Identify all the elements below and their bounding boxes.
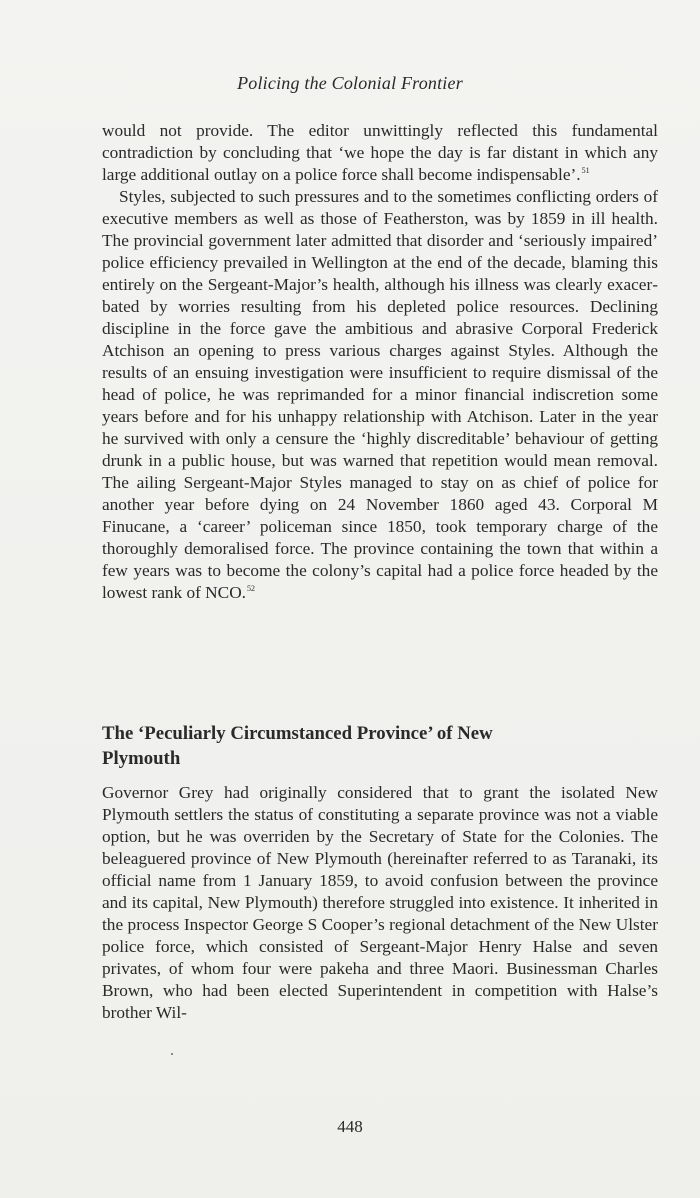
paragraph-3: Governor Grey had originally considered that to grant the isolated New Plymouth settlers the status of constituting a separate province was not a viable option, but he was overriden by the Secretary of State for the Colonies. The beleaguered province of New Plymouth (hereinafter referred to as Taranaki, its official name from 1 January 1859, to avoid confusion between the province and its capital, New Plymouth) therefore struggled into existence. It inherited in the process Inspector George S Cooper’s regional detachment of the New Ulster police force, which consisted of Sergeant-Major Henry Halse and seven privates, of whom four were pakeha and three Maori. Businessman Charles Brown, who had been elected Superintendent in competition with Halse’s brother Wil- xyxy=(102,783,658,1022)
running-head: Policing the Colonial Frontier xyxy=(237,73,463,93)
footnote-ref-51: 51 xyxy=(581,166,590,176)
paragraph-2-text: Styles, subjected to such pressures and to the sometimes conflicting orders of executive members as well as those of Featherston, was by 1859 in ill health. The provincial government later admitted that disorder and ‘seriously impaired’ police efficiency prevailed in Wellington at the end of the decade, blaming this entirely on the Sergeant-Major’s health, although his illness was clearly exacerbated by worries resulting from his depleted police resources. Declining discipline in the force gave the ambitious and abrasive Corporal Frederick Atchison an opening to press various charges against Styles. Although the results of an ensuing investigation were insufficient to require dismissal of the head of police, he was reprimanded for a minor financial indiscretion some years before and for his unhappy relationship with Atchison. Later in the year he survived with only a censure the ‘highly discreditable’ behaviour of getting drunk in a public house, but was warned that repetition would mean removal. The ailing Sergeant-Major Styles managed to stay on as chief of police for another year before dying on 24 November 1860 aged 43. Corporal M Finucane, a ‘career’ policeman since 1850, took temporary charge of the thoroughly demoralised force. The province containing the town that within a few years was to become the colony’s capital had a police force headed by the lowest rank of NCO. xyxy=(102,187,658,602)
text-block-lower xyxy=(102,782,658,1024)
section-heading xyxy=(102,721,658,771)
print-speck xyxy=(171,1053,173,1055)
paragraph-2 xyxy=(102,186,658,604)
paragraph-1-text: would not provide. The editor unwittingly reflected this fundamental contradiction by concluding that ‘we hope the day is far distant in which any large additional outlay on a police force shall become indispensable’. xyxy=(102,121,658,184)
footnote-ref-52: 52 xyxy=(247,584,255,594)
text-block-upper xyxy=(102,120,658,604)
section-heading-line-2: Plymouth xyxy=(102,748,181,769)
section-heading-line-1: The ‘Peculiarly Circumstanced Province’ of New xyxy=(102,723,493,744)
page-number: 448 xyxy=(337,1117,363,1136)
paragraph-1 xyxy=(102,120,658,186)
